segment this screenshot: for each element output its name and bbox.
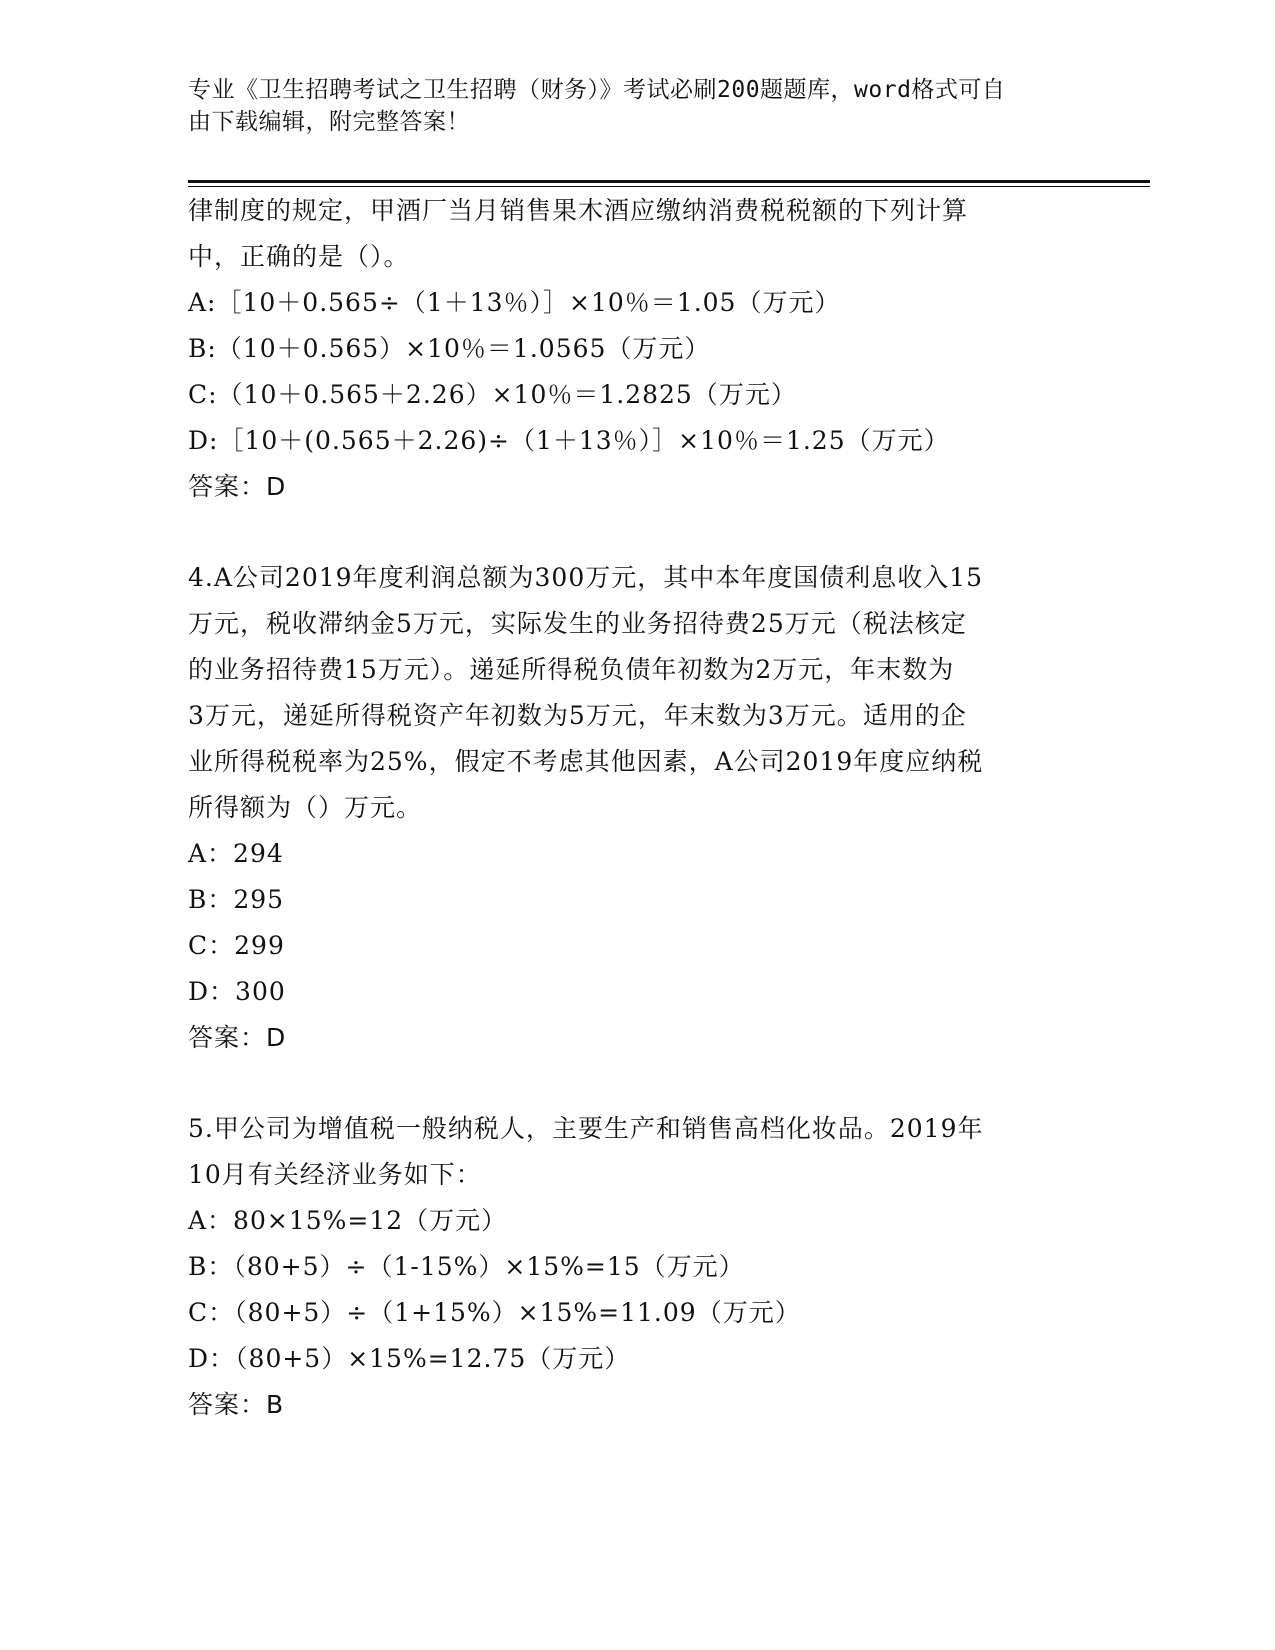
question-3-option-a: A:［10＋0.565÷（1＋13％）］×10％＝1.05（万元） — [188, 288, 841, 317]
question-4-option-c: C：299 — [188, 931, 285, 960]
question-3-option-c: C:（10＋0.565＋2.26）×10％＝1.2825（万元） — [188, 380, 797, 409]
question-3-option-b: B:（10＋0.565）×10％＝1.0565（万元） — [188, 334, 711, 363]
question-4-stem-line-4: 3万元，递延所得税资产年初数为5万元，年末数为3万元。适用的企 — [188, 701, 967, 730]
question-4-answer: 答案：D — [188, 1023, 287, 1052]
question-4-option-a: A：294 — [188, 839, 284, 868]
question-4-option-b: B：295 — [188, 885, 285, 914]
header-rule-thin — [188, 186, 1150, 187]
question-5-option-c: C：（80+5）÷（1+15%）×15%=11.09（万元） — [188, 1298, 801, 1327]
question-5-stem-line-2: 10月有关经济业务如下： — [188, 1160, 482, 1189]
header-line-2: 由下载编辑，附完整答案！ — [188, 109, 470, 135]
question-3-stem-line-1: 律制度的规定，甲酒厂当月销售果木酒应缴纳消费税税额的下列计算 — [188, 196, 969, 225]
question-4-stem-line-3: 的业务招待费15万元）。递延所得税负债年初数为2万元，年末数为 — [188, 655, 955, 684]
question-4-stem-line-1: 4.A公司2019年度利润总额为300万元，其中本年度国债利息收入15 — [188, 563, 984, 592]
question-5-option-b: B：（80+5）÷（1-15%）×15%=15（万元） — [188, 1252, 745, 1281]
question-4-stem-line-6: 所得额为（）万元。 — [188, 793, 423, 822]
question-5-option-a: A：80×15%=12（万元） — [188, 1206, 508, 1235]
question-3-answer: 答案：D — [188, 472, 287, 501]
question-4-stem-line-2: 万元，税收滞纳金5万元，实际发生的业务招待费25万元（税法核定 — [188, 609, 967, 638]
question-3 — [188, 188, 1088, 510]
question-5-answer: 答案：B — [188, 1390, 285, 1419]
header-rule-thick — [188, 180, 1150, 183]
document-body — [188, 188, 1088, 1428]
question-4-stem-line-5: 业所得税税率为25%，假定不考虑其他因素，A公司2019年度应纳税 — [188, 747, 984, 776]
question-3-option-d: D:［10＋(0.565＋2.26)÷（1＋13％）］×10％＝1.25（万元） — [188, 426, 950, 455]
header-line-1: 专业《卫生招聘考试之卫生招聘（财务）》考试必刷200题题库，word格式可自 — [188, 77, 1006, 103]
question-3-stem-line-2: 中，正确的是（）。 — [188, 242, 410, 271]
question-5-option-d: D：（80+5）×15%=12.75（万元） — [188, 1344, 631, 1373]
question-gap — [188, 510, 1088, 555]
question-4-option-d: D：300 — [188, 977, 286, 1006]
question-4 — [188, 555, 1088, 1061]
question-gap — [188, 1061, 1088, 1106]
question-5 — [188, 1106, 1088, 1428]
question-5-stem-line-1: 5.甲公司为增值税一般纳税人，主要生产和销售高档化妆品。2019年 — [188, 1114, 984, 1143]
document-header — [188, 74, 1068, 138]
